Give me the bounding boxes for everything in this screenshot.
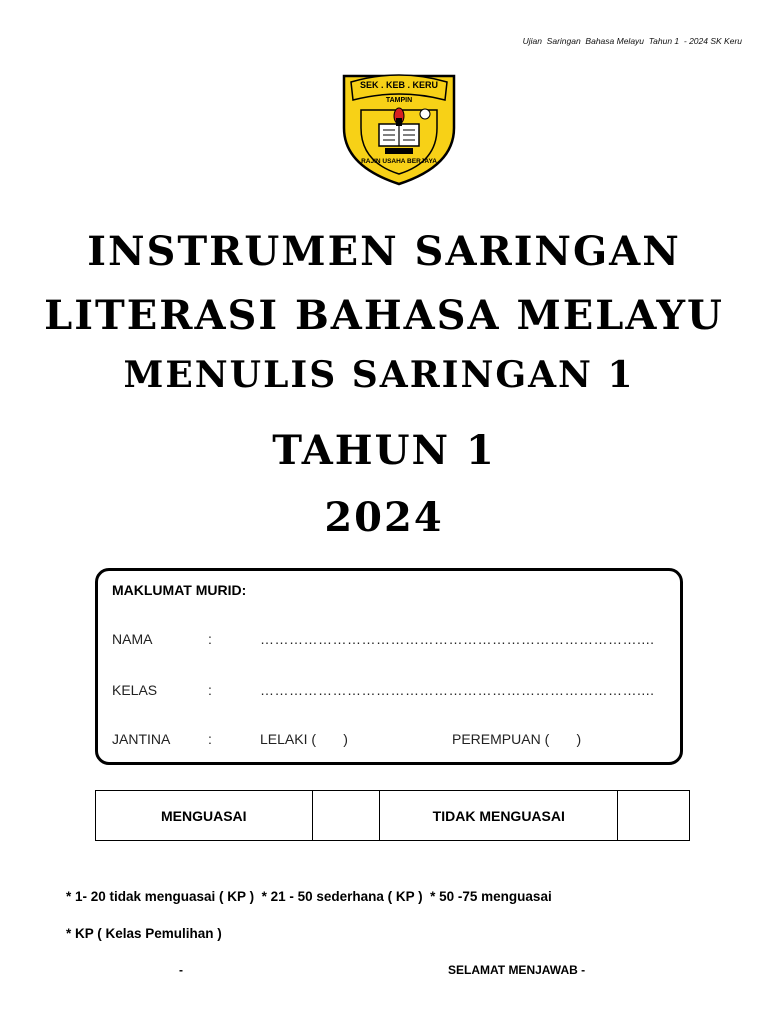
- jantina-label: JANTINA: [112, 731, 171, 747]
- menguasai-checkbox[interactable]: [312, 791, 380, 841]
- menguasai-label: MENGUASAI: [96, 791, 313, 841]
- header-note: Ujian Saringan Bahasa Melayu Tahun 1 - 2024 SK Keru: [522, 36, 742, 46]
- footer-dash: -: [179, 963, 183, 977]
- nama-field[interactable]: ……………………………………………………………………....: [260, 631, 655, 647]
- title-year-level: TAHUN 1: [272, 427, 496, 474]
- mastery-table: [95, 790, 690, 841]
- kelas-field[interactable]: ……………………………………………………………………....: [260, 682, 655, 698]
- perempuan-option[interactable]: PEREMPUAN ( ): [452, 731, 582, 747]
- info-heading: MAKLUMAT MURID:: [112, 582, 247, 598]
- student-info-box: [95, 568, 683, 765]
- jantina-colon: :: [208, 731, 212, 747]
- kelas-label: KELAS: [112, 682, 158, 698]
- title-year: 2024: [324, 494, 444, 541]
- kelas-colon: :: [208, 682, 212, 698]
- logo-text-top: SEK . KEB . KERU: [359, 80, 438, 90]
- tidak-menguasai-label: TIDAK MENGUASAI: [380, 791, 618, 841]
- tidak-menguasai-checkbox[interactable]: [618, 791, 690, 841]
- title-line-3: MENULIS SARINGAN 1: [123, 354, 635, 396]
- school-logo: [339, 70, 459, 188]
- score-note: * 1- 20 tidak menguasai ( KP ) * 21 - 50 sederhana ( KP ) * 50 -75 menguasai: [66, 889, 552, 904]
- title-line-2: LITERASI BAHASA MELAYU: [44, 292, 724, 339]
- lelaki-option[interactable]: LELAKI ( ): [260, 731, 348, 747]
- logo-motto: RAJIN USAHA BERJAYA: [361, 158, 437, 165]
- kp-note: * KP ( Kelas Pemulihan ): [66, 926, 222, 941]
- logo-text-middle: TAMPIN: [385, 97, 413, 104]
- nama-label: NAMA: [112, 631, 153, 647]
- title-line-1: INSTRUMEN SARINGAN: [87, 228, 681, 275]
- footer-text: SELAMAT MENJAWAB -: [448, 963, 586, 977]
- nama-colon: :: [208, 631, 212, 647]
